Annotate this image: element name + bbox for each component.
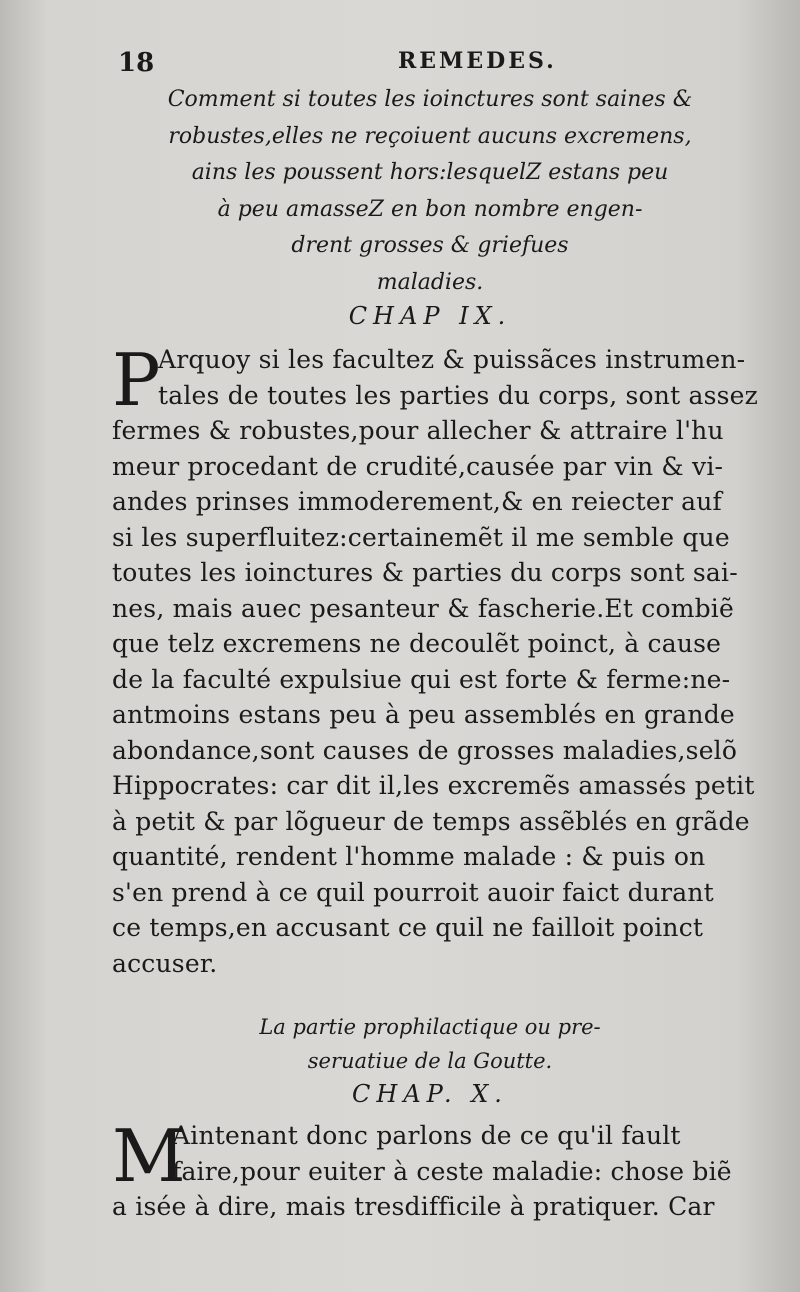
summary-line: La partie prophilactique ou pre- bbox=[259, 1015, 601, 1039]
text-line: Aintenant donc parlons de ce qu'il fault bbox=[172, 1121, 681, 1150]
page-header bbox=[118, 42, 758, 82]
chapter-ix-body bbox=[112, 338, 770, 981]
drop-cap: M bbox=[112, 1114, 186, 1198]
text-line: Arquoy si les facultez & puissãces instrumen- bbox=[158, 345, 746, 374]
text-line: accuser. bbox=[112, 948, 218, 978]
text-line: faire,pour euiter à ceste maladie: chose biẽ bbox=[172, 1156, 732, 1186]
text-line: toutes les ioinctures & parties du corps sont sai- bbox=[112, 558, 738, 587]
text-line: tales de toutes les parties du corps, sont assez bbox=[158, 380, 759, 410]
text-line: de la faculté expulsiue qui est forte & ferme:ne- bbox=[112, 664, 731, 694]
text-line: que telz excremens ne decoulẽt poinct, à cause bbox=[112, 629, 722, 658]
text-line: fermes & robustes,pour allecher & attraire l'hu bbox=[112, 416, 724, 445]
text-line: meur procedant de crudité,causée par vin & vi- bbox=[112, 451, 724, 481]
text-line: si les superfluitez:certainemẽt il me semble que bbox=[112, 522, 730, 552]
text-line: antmoins estans peu à peu assemblés en grande bbox=[112, 700, 735, 729]
text-line: abondance,sont causes de grosses maladies,selõ bbox=[112, 735, 738, 765]
drop-cap: P bbox=[112, 338, 161, 422]
text-line: andes prinses immoderement,& en reiecter auf bbox=[112, 487, 723, 516]
chapter-x-heading: CHAP. X. bbox=[352, 1080, 508, 1108]
chapter-ix-summary bbox=[150, 82, 710, 301]
text-line: Hippocrates: car dit il,les excremẽs amassés petit bbox=[112, 771, 755, 800]
summary-line: ains les poussent hors:lesquelZ estans peu bbox=[191, 160, 669, 185]
summary-line: à peu amasseZ en bon nombre engen- bbox=[217, 196, 643, 222]
summary-line: seruatiue de la Goutte. bbox=[307, 1049, 553, 1073]
running-head: REMEDES. bbox=[398, 48, 557, 74]
text-line: a isée à dire, mais tresdifficile à pratiquer. Car bbox=[112, 1192, 715, 1221]
text-line: ce temps,en accusant ce quil ne failloit poinct bbox=[112, 913, 704, 942]
text-line: nes, mais auec pesanteur & fascherie.Et combiẽ bbox=[112, 593, 734, 623]
chapter-x-summary bbox=[150, 1010, 710, 1078]
summary-line: Comment si toutes les ioinctures sont saines & bbox=[167, 87, 693, 112]
chapter-ix-heading: CHAP IX. bbox=[348, 302, 512, 330]
summary-line: maladies. bbox=[376, 269, 484, 295]
text-line: à petit & par lõgueur de temps assẽblés en grãde bbox=[112, 806, 750, 836]
text-line: s'en prend à ce quil pourroit auoir faict durant bbox=[112, 877, 714, 907]
text-line: quantité, rendent l'homme malade : & puis on bbox=[112, 842, 706, 871]
summary-line: drent grosses & griefues bbox=[291, 233, 569, 258]
page-number: 18 bbox=[118, 48, 155, 78]
chapter-x-body bbox=[112, 1114, 770, 1225]
summary-line: robustes,elles ne reçoiuent aucuns excremens, bbox=[168, 123, 692, 149]
